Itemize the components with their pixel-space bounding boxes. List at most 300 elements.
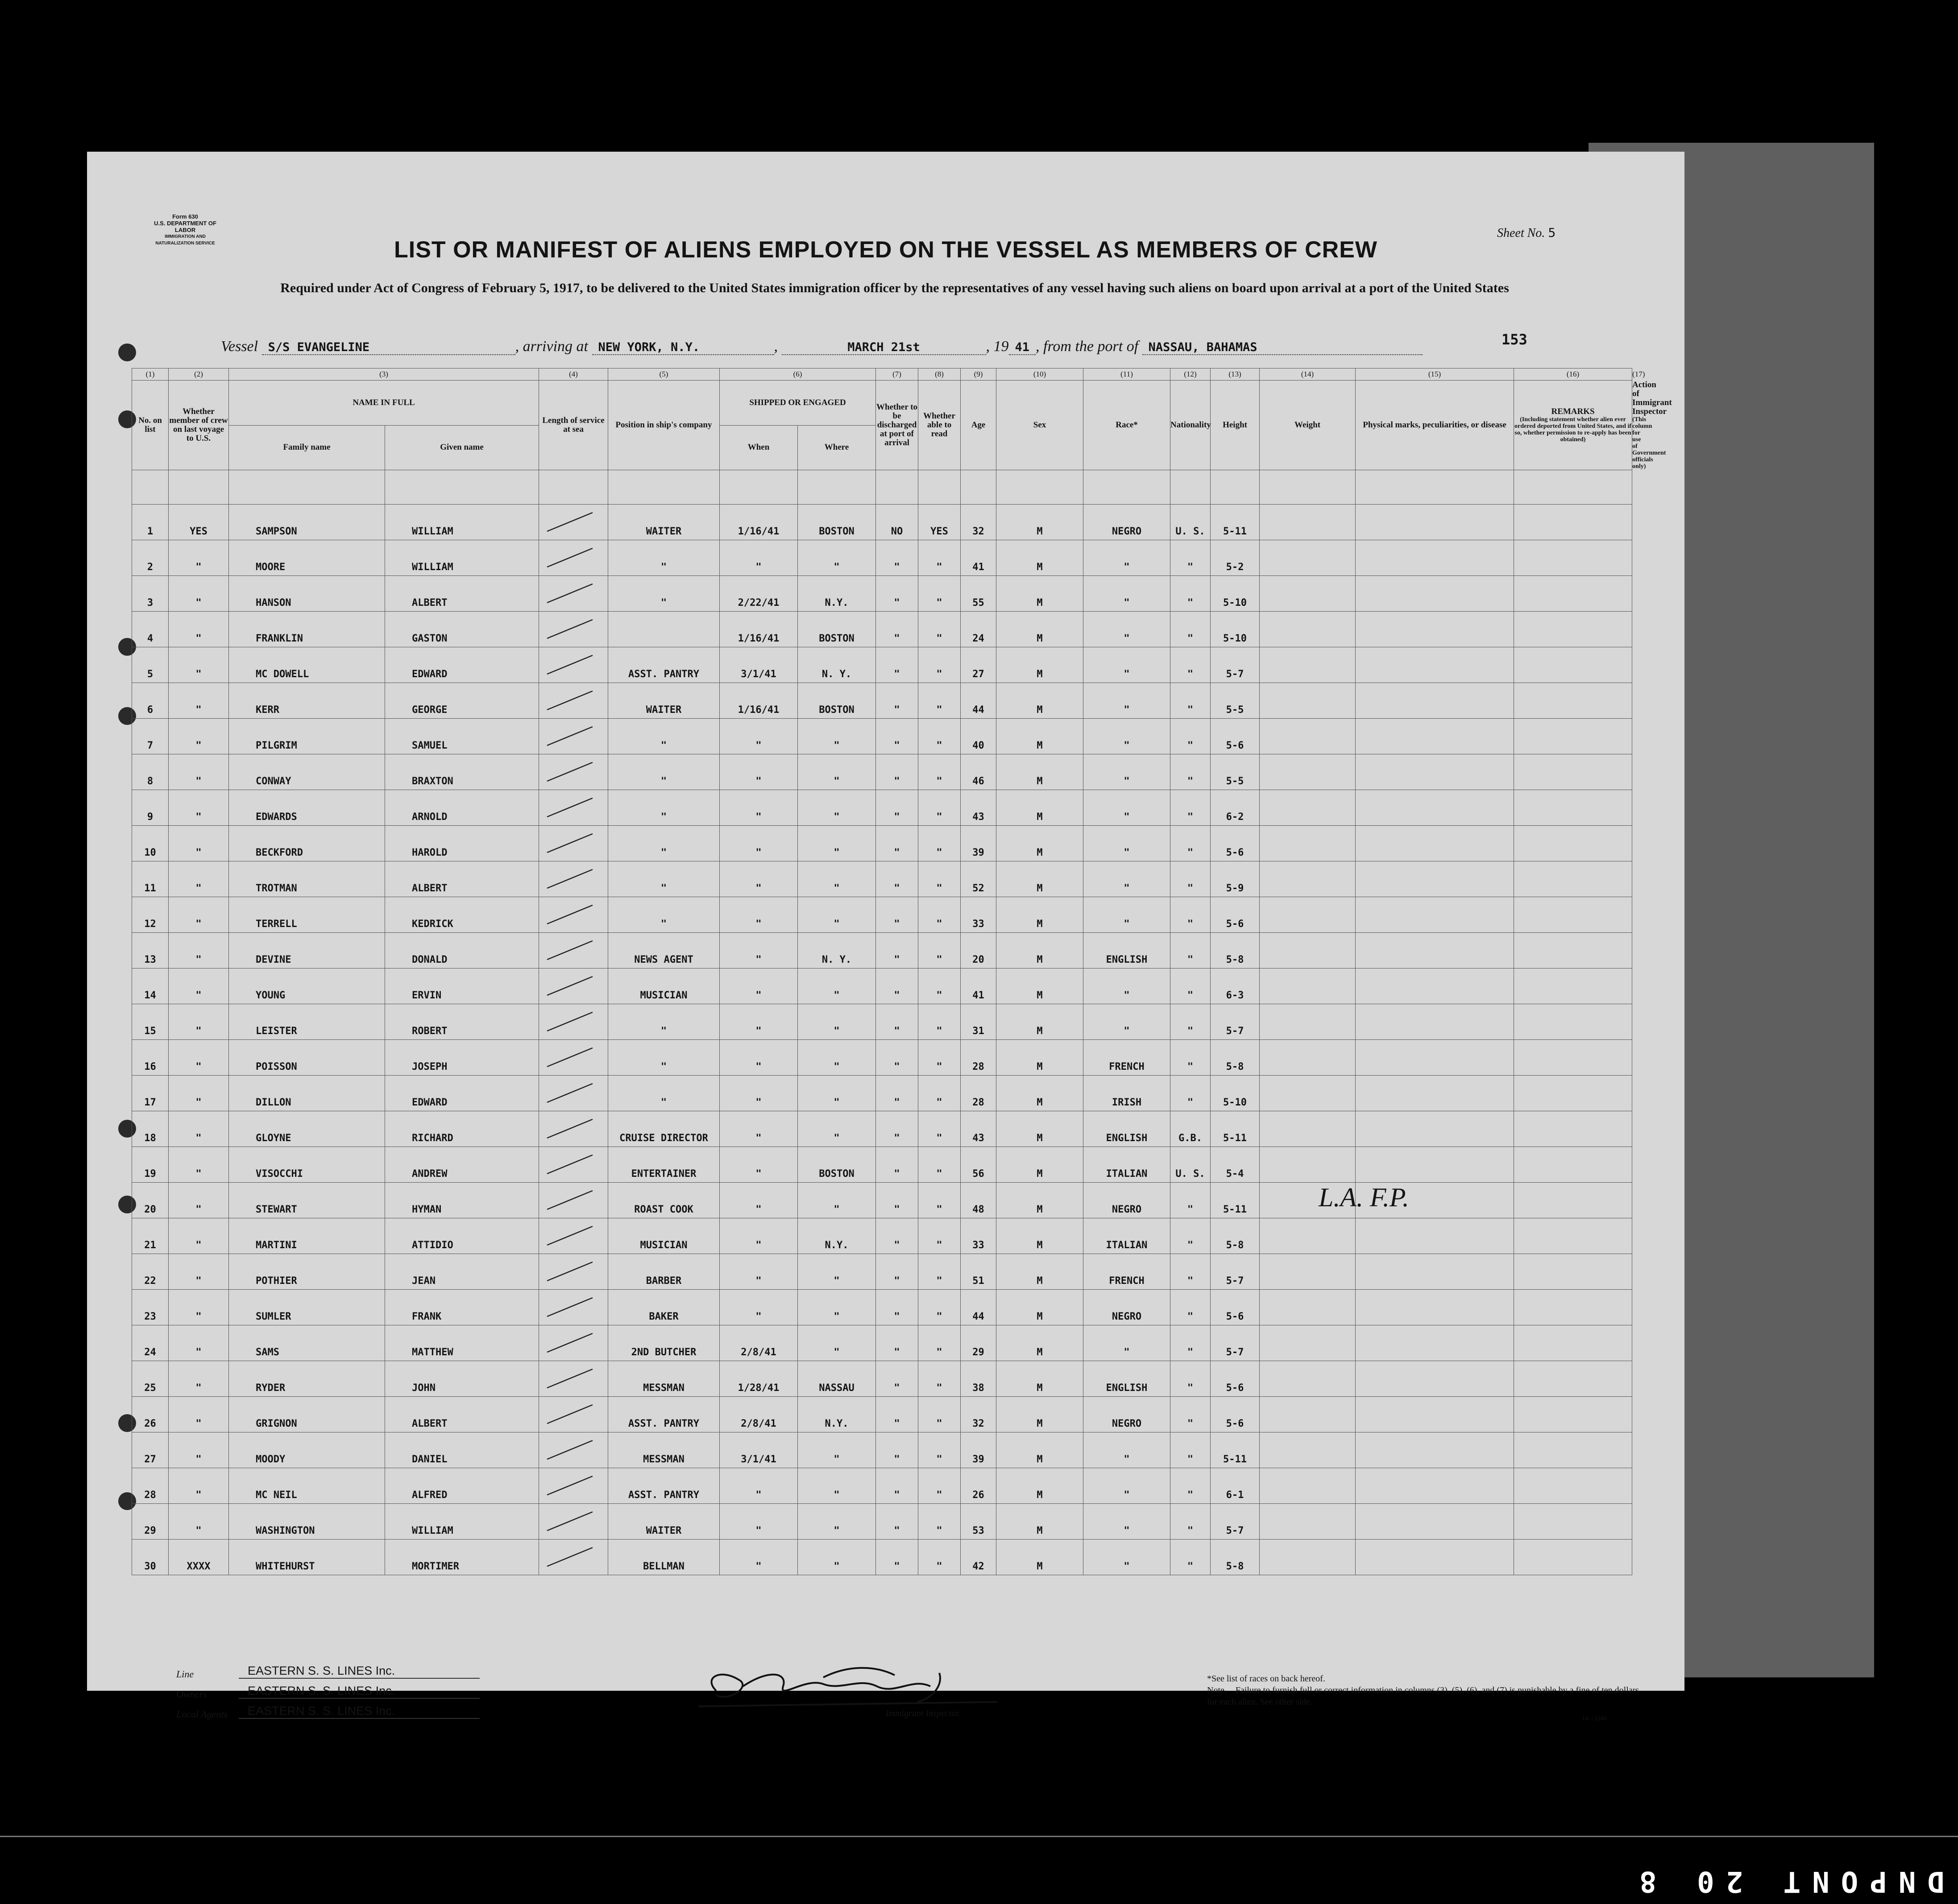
- shipped-when-cell: 1/28/41: [720, 1361, 798, 1397]
- shipped-when-cell: 1/16/41: [720, 683, 798, 719]
- shipped-where-cell: ": [798, 1111, 876, 1147]
- position-cell: [608, 612, 720, 647]
- family-name-cell: EDWARDS: [229, 790, 385, 826]
- length-of-service-cell: [539, 683, 608, 719]
- tick-mark: [543, 509, 597, 534]
- member-last-voyage-cell: ": [169, 1432, 229, 1468]
- family-name-cell: POISSON: [229, 1040, 385, 1076]
- position-cell: ": [608, 719, 720, 754]
- handwritten-annotation: L.A. F.P.: [1319, 1183, 1409, 1212]
- height-cell: 5-7: [1211, 1004, 1260, 1040]
- header-race: Race*: [1083, 381, 1170, 470]
- sex-cell: M: [996, 969, 1083, 1004]
- given-name-cell: HYMAN: [385, 1183, 539, 1218]
- shipped-when-cell: ": [720, 754, 798, 790]
- given-name-cell: ERVIN: [385, 969, 539, 1004]
- header-age: Age: [961, 381, 996, 470]
- position-cell: ROAST COOK: [608, 1183, 720, 1218]
- weight-cell: [1260, 683, 1356, 719]
- member-last-voyage-cell: ": [169, 754, 229, 790]
- family-name-cell: TERRELL: [229, 897, 385, 933]
- age-cell: 46: [961, 754, 996, 790]
- remarks-cell: [1514, 897, 1632, 933]
- weight-cell: [1260, 1325, 1356, 1361]
- table-row: [132, 1361, 1632, 1397]
- given-name-cell: DANIEL: [385, 1432, 539, 1468]
- form-code: 14—1240: [1582, 1715, 1607, 1722]
- tick-mark: [543, 795, 597, 819]
- table-row: [132, 897, 1632, 933]
- member-last-voyage-cell: ": [169, 1040, 229, 1076]
- age-cell: 27: [961, 647, 996, 683]
- race-cell: ": [1083, 1504, 1170, 1540]
- nationality-cell: ": [1170, 576, 1211, 612]
- age-cell: 53: [961, 1504, 996, 1540]
- height-cell: 5-9: [1211, 861, 1260, 897]
- member-last-voyage-cell: ": [169, 683, 229, 719]
- member-last-voyage-cell: ": [169, 1504, 229, 1540]
- document-subtitle: Required under Act of Congress of February 5, 1917, to be delivered to the United States immigration officer by the representatives of any vessel having such aliens on board upon arrival at a port of the United States: [280, 281, 1509, 295]
- shipped-where-cell: ": [798, 969, 876, 1004]
- sheet-number-value: 5: [1548, 225, 1556, 240]
- given-name-cell: ALBERT: [385, 1397, 539, 1432]
- shipped-where-cell: ": [798, 826, 876, 861]
- sex-cell: M: [996, 1111, 1083, 1147]
- able-to-read-cell: ": [918, 1397, 961, 1432]
- header-remarks-note: (Including statement whether alien ever ordered deported from United States, and if so, whether permission to re-apply has been obtained): [1514, 416, 1632, 443]
- shipped-when-cell: ": [720, 826, 798, 861]
- row-number-cell: 19: [132, 1147, 169, 1183]
- table-row: [132, 1254, 1632, 1290]
- member-last-voyage-cell: ": [169, 1254, 229, 1290]
- row-number-cell: 14: [132, 969, 169, 1004]
- age-cell: 42: [961, 1540, 996, 1575]
- given-name-cell: JOSEPH: [385, 1040, 539, 1076]
- shipped-when-cell: 3/1/41: [720, 647, 798, 683]
- sex-cell: M: [996, 1290, 1083, 1325]
- member-last-voyage-cell: ": [169, 1290, 229, 1325]
- row-number-cell: 7: [132, 719, 169, 754]
- family-name-cell: MC DOWELL: [229, 647, 385, 683]
- line-value: EASTERN S. S. LINES Inc.: [239, 1664, 480, 1679]
- tick-mark: [543, 1009, 597, 1033]
- nationality-cell: ": [1170, 897, 1211, 933]
- length-of-service-cell: [539, 1504, 608, 1540]
- member-last-voyage-cell: ": [169, 1218, 229, 1254]
- discharged-cell: ": [876, 1468, 918, 1504]
- nationality-cell: ": [1170, 1183, 1211, 1218]
- tick-mark: [543, 830, 597, 855]
- race-cell: NEGRO: [1083, 505, 1170, 540]
- family-name-cell: GRIGNON: [229, 1397, 385, 1432]
- physical-marks-cell: [1356, 1504, 1514, 1540]
- remarks-cell: [1514, 1040, 1632, 1076]
- race-cell: ": [1083, 1325, 1170, 1361]
- shipped-when-cell: ": [720, 719, 798, 754]
- able-to-read-cell: ": [918, 1218, 961, 1254]
- arrival-year: 41: [1009, 340, 1036, 355]
- penalty-note: Note.—Failure to furnish full or correct information in columns (3), (5), (6), and (7) is punishable by a fine of ten dollars for each alien. See other side.: [1207, 1685, 1639, 1707]
- position-cell: ": [608, 897, 720, 933]
- remarks-cell: [1514, 647, 1632, 683]
- age-cell: 44: [961, 683, 996, 719]
- able-to-read-cell: ": [918, 1147, 961, 1183]
- height-cell: 5-4: [1211, 1147, 1260, 1183]
- shipped-where-cell: N.Y.: [798, 1218, 876, 1254]
- col-num: (8): [918, 368, 961, 381]
- row-number-cell: 8: [132, 754, 169, 790]
- col-num: (6): [720, 368, 876, 381]
- weight-cell: [1260, 933, 1356, 969]
- sex-cell: M: [996, 754, 1083, 790]
- height-cell: 6-1: [1211, 1468, 1260, 1504]
- family-name-cell: DEVINE: [229, 933, 385, 969]
- remarks-cell: [1514, 1004, 1632, 1040]
- member-last-voyage-cell: ": [169, 1183, 229, 1218]
- row-number-cell: 1: [132, 505, 169, 540]
- weight-cell: [1260, 719, 1356, 754]
- crew-rows: [132, 470, 1632, 1575]
- weight-cell: [1260, 1076, 1356, 1111]
- row-number-cell: 13: [132, 933, 169, 969]
- table-row: [132, 683, 1632, 719]
- able-to-read-cell: ": [918, 1540, 961, 1575]
- able-to-read-cell: ": [918, 1432, 961, 1468]
- sex-cell: M: [996, 861, 1083, 897]
- discharged-cell: ": [876, 683, 918, 719]
- row-number-cell: 20: [132, 1183, 169, 1218]
- sex-cell: M: [996, 1040, 1083, 1076]
- discharged-cell: ": [876, 719, 918, 754]
- tick-mark: [543, 616, 597, 641]
- given-name-cell: ALFRED: [385, 1468, 539, 1504]
- family-name-cell: WASHINGTON: [229, 1504, 385, 1540]
- table-row: [132, 933, 1632, 969]
- discharged-cell: ": [876, 1254, 918, 1290]
- length-of-service-cell: [539, 969, 608, 1004]
- weight-cell: [1260, 1540, 1356, 1575]
- family-name-cell: POTHIER: [229, 1254, 385, 1290]
- age-cell: 44: [961, 1290, 996, 1325]
- family-name-cell: STEWART: [229, 1183, 385, 1218]
- position-cell: MESSMAN: [608, 1432, 720, 1468]
- position-cell: ASST. PANTRY: [608, 1468, 720, 1504]
- length-of-service-cell: [539, 1111, 608, 1147]
- remarks-cell: [1514, 969, 1632, 1004]
- family-name-cell: MC NEIL: [229, 1468, 385, 1504]
- height-cell: 6-3: [1211, 969, 1260, 1004]
- shipped-where-cell: ": [798, 897, 876, 933]
- remarks-cell: [1514, 1290, 1632, 1325]
- able-to-read-cell: ": [918, 683, 961, 719]
- discharged-cell: ": [876, 540, 918, 576]
- table-row: [132, 969, 1632, 1004]
- height-cell: 5-10: [1211, 1076, 1260, 1111]
- table-row: [132, 1325, 1632, 1361]
- physical-marks-cell: [1356, 754, 1514, 790]
- remarks-cell: [1514, 933, 1632, 969]
- height-cell: 5-8: [1211, 1040, 1260, 1076]
- member-last-voyage-cell: ": [169, 1468, 229, 1504]
- header-family-name: Family name: [229, 425, 385, 470]
- row-number-cell: 2: [132, 540, 169, 576]
- tick-mark: [543, 902, 597, 926]
- race-cell: ": [1083, 969, 1170, 1004]
- position-cell: ": [608, 861, 720, 897]
- physical-marks-cell: [1356, 1111, 1514, 1147]
- position-cell: ": [608, 540, 720, 576]
- given-name-cell: WILLIAM: [385, 505, 539, 540]
- nationality-cell: ": [1170, 1290, 1211, 1325]
- age-cell: 31: [961, 1004, 996, 1040]
- row-number-cell: 3: [132, 576, 169, 612]
- nationality-cell: ": [1170, 1254, 1211, 1290]
- table-row: [132, 754, 1632, 790]
- row-number-cell: 18: [132, 1111, 169, 1147]
- col-num: (2): [169, 368, 229, 381]
- race-cell: ": [1083, 1432, 1170, 1468]
- age-cell: 40: [961, 719, 996, 754]
- table-row: [132, 1540, 1632, 1575]
- shipped-where-cell: ": [798, 861, 876, 897]
- table-row: [132, 612, 1632, 647]
- member-last-voyage-cell: ": [169, 826, 229, 861]
- given-name-cell: EDWARD: [385, 1076, 539, 1111]
- remarks-cell: [1514, 505, 1632, 540]
- sex-cell: M: [996, 1218, 1083, 1254]
- weight-cell: [1260, 969, 1356, 1004]
- given-name-cell: SAMUEL: [385, 719, 539, 754]
- tick-mark: [543, 1116, 597, 1140]
- length-of-service-cell: [539, 826, 608, 861]
- nationality-cell: ": [1170, 1076, 1211, 1111]
- row-number-cell: 30: [132, 1540, 169, 1575]
- family-name-cell: SAMS: [229, 1325, 385, 1361]
- height-cell: 5-6: [1211, 1397, 1260, 1432]
- remarks-cell: [1514, 612, 1632, 647]
- shipped-when-cell: ": [720, 897, 798, 933]
- position-cell: NEWS AGENT: [608, 933, 720, 969]
- tick-mark: [543, 580, 597, 605]
- family-name-cell: KERR: [229, 683, 385, 719]
- weight-cell: [1260, 576, 1356, 612]
- discharged-cell: ": [876, 1183, 918, 1218]
- physical-marks-cell: [1356, 1254, 1514, 1290]
- weight-cell: [1260, 1432, 1356, 1468]
- member-last-voyage-cell: ": [169, 1361, 229, 1397]
- table-row: [132, 1076, 1632, 1111]
- physical-marks-cell: [1356, 969, 1514, 1004]
- weight-cell: [1260, 1397, 1356, 1432]
- discharged-cell: ": [876, 826, 918, 861]
- discharged-cell: ": [876, 1076, 918, 1111]
- shipped-when-cell: 2/8/41: [720, 1397, 798, 1432]
- race-cell: ": [1083, 826, 1170, 861]
- year-prefix: , 19: [986, 338, 1009, 355]
- col-num: (7): [876, 368, 918, 381]
- position-cell: WAITER: [608, 505, 720, 540]
- vessel-name: S/S EVANGELINE: [262, 340, 515, 355]
- family-name-cell: FRANKLIN: [229, 612, 385, 647]
- arriving-label: , arriving at: [515, 338, 588, 355]
- able-to-read-cell: ": [918, 1076, 961, 1111]
- sex-cell: M: [996, 933, 1083, 969]
- race-cell: FRENCH: [1083, 1254, 1170, 1290]
- sex-cell: M: [996, 1540, 1083, 1575]
- agents-label: Local Agents: [176, 1709, 228, 1720]
- member-last-voyage-cell: ": [169, 790, 229, 826]
- sex-cell: M: [996, 1254, 1083, 1290]
- shipped-when-cell: ": [720, 1468, 798, 1504]
- from-label: , from the port of: [1036, 338, 1139, 355]
- position-cell: MUSICIAN: [608, 969, 720, 1004]
- position-cell: ": [608, 826, 720, 861]
- header-remarks: [1514, 381, 1632, 470]
- remarks-cell: [1514, 719, 1632, 754]
- shipped-when-cell: ": [720, 1290, 798, 1325]
- sex-cell: M: [996, 1076, 1083, 1111]
- able-to-read-cell: ": [918, 861, 961, 897]
- tick-mark: [543, 1401, 597, 1426]
- header-height: Height: [1211, 381, 1260, 470]
- shipped-when-cell: ": [720, 1076, 798, 1111]
- able-to-read-cell: ": [918, 1183, 961, 1218]
- age-cell: 56: [961, 1147, 996, 1183]
- given-name-cell: ALBERT: [385, 576, 539, 612]
- age-cell: 55: [961, 576, 996, 612]
- table-row: [132, 1397, 1632, 1432]
- physical-marks-cell: [1356, 1076, 1514, 1111]
- discharged-cell: ": [876, 1432, 918, 1468]
- tick-mark: [543, 1437, 597, 1461]
- able-to-read-cell: ": [918, 1040, 961, 1076]
- member-last-voyage-cell: ": [169, 933, 229, 969]
- given-name-cell: ROBERT: [385, 1004, 539, 1040]
- weight-cell: [1260, 754, 1356, 790]
- margin-number: 153: [1502, 331, 1527, 348]
- position-cell: BARBER: [608, 1254, 720, 1290]
- weight-cell: [1260, 1254, 1356, 1290]
- length-of-service-cell: [539, 933, 608, 969]
- tick-mark: [543, 937, 597, 962]
- length-of-service-cell: [539, 861, 608, 897]
- form-number: Form 630: [172, 213, 198, 220]
- position-cell: 2ND BUTCHER: [608, 1325, 720, 1361]
- member-last-voyage-cell: ": [169, 719, 229, 754]
- weight-cell: [1260, 897, 1356, 933]
- physical-marks-cell: [1356, 1325, 1514, 1361]
- crew-manifest-table: [132, 368, 1672, 1575]
- height-cell: 5-7: [1211, 1254, 1260, 1290]
- member-last-voyage-cell: ": [169, 1147, 229, 1183]
- family-name-cell: VISOCCHI: [229, 1147, 385, 1183]
- height-cell: 5-5: [1211, 754, 1260, 790]
- nationality-cell: ": [1170, 1361, 1211, 1397]
- shipped-where-cell: ": [798, 719, 876, 754]
- age-cell: 32: [961, 1397, 996, 1432]
- col-num: (12): [1170, 368, 1211, 381]
- physical-marks-cell: [1356, 719, 1514, 754]
- length-of-service-cell: [539, 1183, 608, 1218]
- race-cell: NEGRO: [1083, 1183, 1170, 1218]
- given-name-cell: DONALD: [385, 933, 539, 969]
- discharged-cell: ": [876, 790, 918, 826]
- weight-cell: [1260, 826, 1356, 861]
- race-cell: ": [1083, 1540, 1170, 1575]
- discharged-cell: ": [876, 1290, 918, 1325]
- departure-port: NASSAU, BAHAMAS: [1142, 340, 1423, 355]
- race-cell: ": [1083, 719, 1170, 754]
- position-cell: CRUISE DIRECTOR: [608, 1111, 720, 1147]
- able-to-read-cell: ": [918, 1254, 961, 1290]
- sex-cell: M: [996, 719, 1083, 754]
- discharged-cell: ": [876, 1111, 918, 1147]
- weight-cell: [1260, 1147, 1356, 1183]
- age-cell: 38: [961, 1361, 996, 1397]
- shipped-when-cell: ": [720, 933, 798, 969]
- spacer-row: [132, 470, 1632, 505]
- length-of-service-cell: [539, 1468, 608, 1504]
- family-name-cell: SAMPSON: [229, 505, 385, 540]
- shipped-where-cell: ": [798, 754, 876, 790]
- able-to-read-cell: ": [918, 576, 961, 612]
- shipped-when-cell: ": [720, 1183, 798, 1218]
- shipped-where-cell: NASSAU: [798, 1361, 876, 1397]
- col-num: (4): [539, 368, 608, 381]
- shipped-where-cell: BOSTON: [798, 683, 876, 719]
- age-cell: 52: [961, 861, 996, 897]
- sheet-number-label: Sheet No.: [1497, 226, 1545, 240]
- races-note: *See list of races on back hereof.: [1207, 1674, 1325, 1684]
- length-of-service-cell: [539, 1325, 608, 1361]
- sex-cell: M: [996, 790, 1083, 826]
- sex-cell: M: [996, 540, 1083, 576]
- remarks-cell: [1514, 1468, 1632, 1504]
- remarks-cell: [1514, 1361, 1632, 1397]
- row-number-cell: 9: [132, 790, 169, 826]
- col-num: (1): [132, 368, 169, 381]
- family-name-cell: CONWAY: [229, 754, 385, 790]
- discharged-cell: ": [876, 933, 918, 969]
- weight-cell: [1260, 1290, 1356, 1325]
- member-last-voyage-cell: ": [169, 1004, 229, 1040]
- discharged-cell: ": [876, 861, 918, 897]
- age-cell: 28: [961, 1040, 996, 1076]
- header-member-last-voyage: Whether member of crew on last voyage to U.S.: [169, 381, 229, 470]
- col-num: (3): [229, 368, 539, 381]
- table-row: [132, 540, 1632, 576]
- tick-mark: [543, 1223, 597, 1247]
- able-to-read-cell: ": [918, 933, 961, 969]
- height-cell: 6-2: [1211, 790, 1260, 826]
- shipped-where-cell: N.Y.: [798, 576, 876, 612]
- remarks-cell: [1514, 1147, 1632, 1183]
- member-last-voyage-cell: XXXX: [169, 1540, 229, 1575]
- given-name-cell: ATTIDIO: [385, 1218, 539, 1254]
- header-where: Where: [798, 425, 876, 470]
- member-last-voyage-cell: ": [169, 576, 229, 612]
- nationality-cell: ": [1170, 1325, 1211, 1361]
- shipped-where-cell: ": [798, 1254, 876, 1290]
- shipped-when-cell: ": [720, 1004, 798, 1040]
- row-number-cell: 25: [132, 1361, 169, 1397]
- tick-mark: [543, 1187, 597, 1212]
- owners-label: Owners: [176, 1689, 207, 1700]
- sex-cell: M: [996, 826, 1083, 861]
- nationality-cell: ": [1170, 1468, 1211, 1504]
- length-of-service-cell: [539, 754, 608, 790]
- physical-marks-cell: [1356, 933, 1514, 969]
